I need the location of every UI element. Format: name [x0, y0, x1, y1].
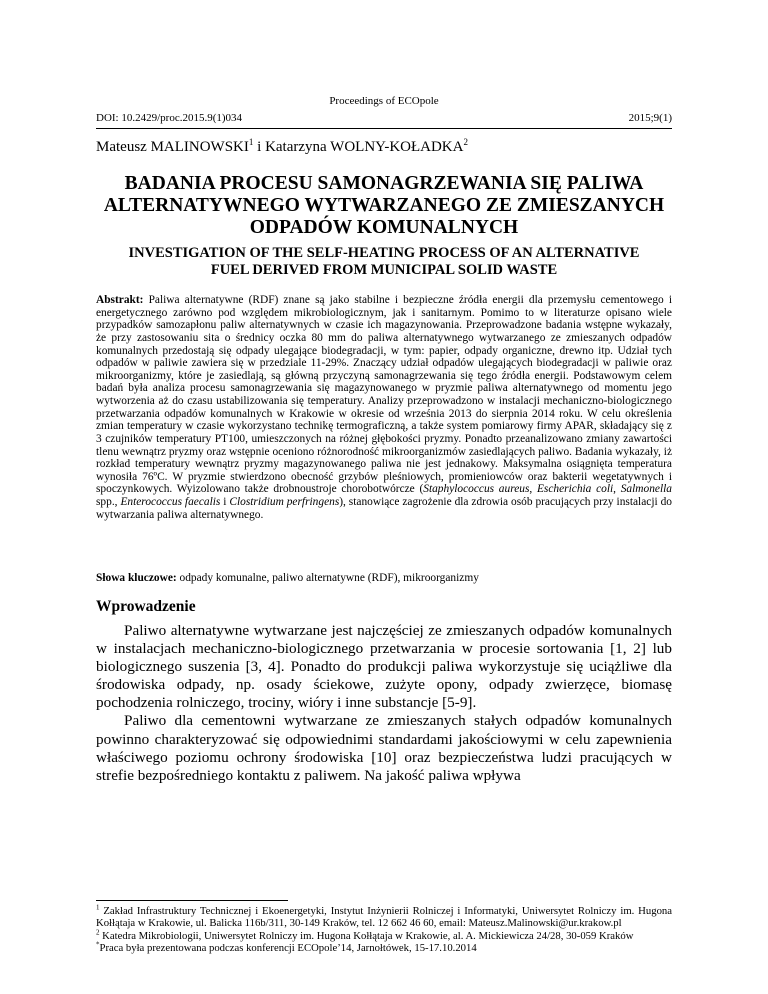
species-2: Escherichia coli: [536, 483, 614, 496]
footnote-2: [96, 930, 672, 942]
body-paragraph-1: Paliwo alternatywne wytwarzane jest najczęściej ze zmieszanych odpadów komunalnych w instalacjach mechaniczno-biologicznego przetwarzania w procesie sortowania [1, 2] lub biologicznego suszenia [3, 4]. Ponadto do produkcji paliwa wykorzystuje się uciążliwe dla środowiska odpady, np. osady ściekowe, zużyte opony, odpady zwierzęce, biomasę pochodzenia rolniczego, trociny, wióry i inne substancje [5-9].: [96, 622, 672, 712]
title-polish-line-1: BADANIA PROCESU SAMONAGRZEWANIA SIĘ PALIWA: [124, 173, 644, 194]
abstract-separator: i: [220, 496, 230, 508]
authors-join: i: [253, 139, 266, 155]
species-3: Salmonella: [620, 483, 672, 496]
keywords: [96, 572, 672, 584]
title-english: [96, 245, 672, 279]
footnote-2-text: Katedra Mikrobiologii, Uniwersytet Rolniczy im. Hugona Kołłątaja w Krakowie, al. A. Mickiewicza 24/28, 30-059 Kraków: [99, 929, 634, 942]
footnotes: [96, 905, 672, 955]
footnote-1-text: Zakład Infrastruktury Technicznej i Ekoenergetyki, Instytut Inżynierii Rolniczej i Informatyki, Uniwersytet Rolniczy im. Hugona Kołłątaja w Krakowie, ul. Balicka 116b/311, 30-149 Kraków, tel. 12 662 46 60, email: Mateusz.Malinowski@ur.krakow.pl: [96, 905, 672, 930]
abstract-separator: ,: [529, 483, 537, 496]
section-heading: Wprowadzenie: [96, 598, 196, 615]
author-2: Katarzyna WOLNY-KOŁADKA: [265, 139, 464, 155]
title-english-line-1: INVESTIGATION OF THE SELF-HEATING PROCESS OF AN ALTERNATIVE: [128, 245, 640, 261]
proceedings-title: Proceedings of ECOpole: [329, 95, 439, 107]
body-paragraph-2: Paliwo dla cementowni wytwarzane ze zmieszanych stałych odpadów komunalnych powinno charakteryzować się odpowiednimi standardami jakościowymi w celu zapewnienia właściwego poziomu ochrony środowiska [10] oraz bezpieczeństwa ludzi pracujących w strefie bezpośredniego kontaktu z paliwem. Na jakość paliwa wpływa: [96, 712, 672, 784]
author-2-affiliation-mark: 2: [463, 137, 468, 147]
abstract-label: Abstrakt:: [96, 294, 144, 306]
abstract-text-2: ), stanowiące zagrożenie dla zdrowia osób pracujących przy instalacji do wytwarzania paliwa alternatywnego.: [96, 496, 672, 521]
authors-line: [96, 139, 468, 156]
title-polish: [96, 173, 672, 239]
abstract-separator: spp.,: [96, 496, 121, 508]
abstract: [96, 294, 672, 521]
author-1: Mateusz MALINOWSKI: [96, 139, 249, 155]
abstract-separator: ,: [613, 483, 621, 496]
footnote-1-mark: 1: [96, 903, 100, 912]
footnote-1: [96, 905, 672, 930]
abstract-text-1: Paliwa alternatywne (RDF) znane są jako stabilne i bezpieczne źródła energii dla przemysłu cementowego i energetycznego zarówno pod względem mikrobiologicznym, jak i sanitarnym. Pomimo to w literaturze opisano wiele przypadków samozapłonu paliw alternatywnych w czasie ich magazynowania. Przeprowadzone badania wstępne wykazały, że przy zastosowaniu sita o średnicy oczka 80 mm do paliwa alternatywnego wytwarzanego ze zmieszanych odpadów komunalnych przedostają się odpady ulegające biodegradacji, w tym: papier, odpady organiczne, drewno itp. Udział tych odpadów w paliwie zawiera się w przedziale 11-29%. Znaczący udział odpadów ulegających biodegradacji w paliwie oraz mikroorganizmy, które je zasiedlają, są główną przyczyną samonagrzewania się tego źródła energii. Podstawowym celem badań była analiza procesu samonagrzewania się magazynowanego w pryzmie paliwa alternatywnego od momentu jego wytworzenia aż do czasu ustabilizowania się temperatury. Analizy przeprowadzono w instalacji mechaniczno-biologicznego przetwarzania odpadów komunalnych w Krakowie w okresie od września 2013 do sierpnia 2014 roku. W celu określenia zmian temperatury w czasie wykorzystano technikę termograficzną, a także system pomiarowy firmy APAR, składający się z 3 czujników temperatury PT100, umieszczonych na różnej głębokości pryzmy. Ponadto przeanalizowano zmiany zawartości tlenu wewnątrz pryzmy oraz wstępnie oceniono różnorodność mikroorganizmów zasiedlających paliwo. Badania wykazały, iż rozkład temperatury wewnątrz pryzmy magazynowanego paliwa nie jest jednakowy. Maksymalna osiągnięta temperatura wynosiła 76ºC. W pryzmie stwierdzono obecność grzybów pleśniowych, promieniowców oraz bakterii wegetatywnych i spoczynkowych. Wyizolowano także drobnoustroje chorobotwórcze (: [96, 294, 672, 496]
species-4: Enterococcus faecalis: [120, 496, 221, 508]
header-rule: [96, 128, 672, 129]
section-body: [96, 622, 672, 785]
footnote-2-mark: 2: [96, 928, 100, 937]
keywords-label: Słowa kluczowe:: [96, 572, 177, 584]
author-1-affiliation-mark: 1: [248, 137, 254, 147]
title-polish-line-3: ODPADÓW KOMUNALNYCH: [249, 217, 519, 238]
title-english-line-2: FUEL DERIVED FROM MUNICIPAL SOLID WASTE: [210, 262, 558, 278]
title-polish-line-2: ALTERNATYWNEGO WYTWARZANEGO ZE ZMIESZANYCH: [103, 195, 665, 216]
species-5: Clostridium perfringens: [229, 496, 340, 508]
footnote-3: [96, 942, 672, 954]
issue-text: 2015;9(1): [628, 112, 672, 124]
footnote-3-text: Praca była prezentowana podczas konferencji ECOpole’14, Jarnołtówek, 15-17.10.2014: [99, 942, 477, 955]
doi-text: DOI: 10.2429/proc.2015.9(1)034: [96, 112, 243, 124]
footnote-rule: [96, 900, 288, 901]
species-1: Staphylococcus aureus: [423, 483, 530, 496]
keywords-text: odpady komunalne, paliwo alternatywne (RDF), mikroorganizmy: [176, 572, 479, 584]
footnote-3-mark: *: [96, 940, 100, 949]
